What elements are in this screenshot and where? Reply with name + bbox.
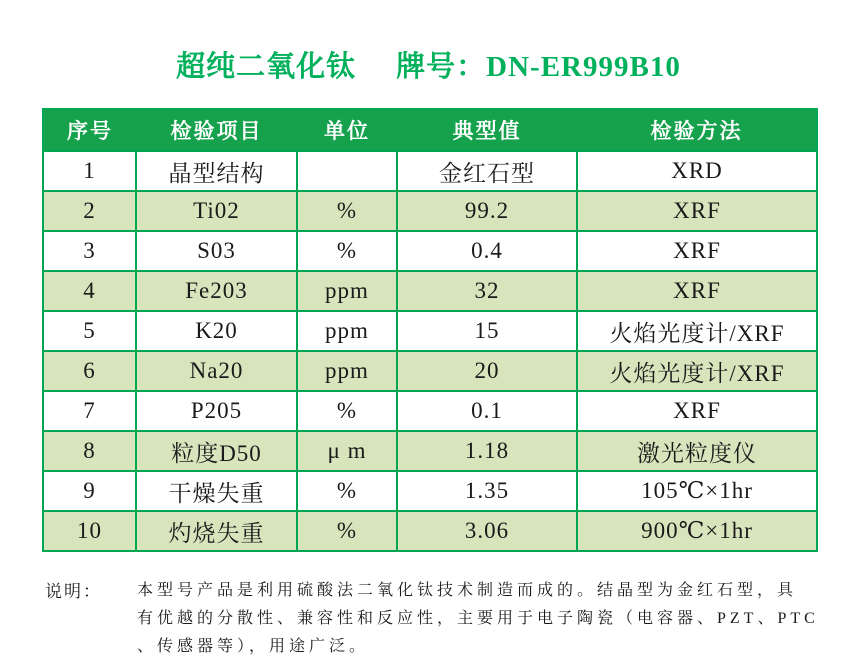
cell-method: 105℃×1hr	[577, 471, 817, 511]
cell-index: 4	[43, 271, 136, 311]
cell-typical-value: 32	[397, 271, 577, 311]
cell-typical-value: 1.35	[397, 471, 577, 511]
spec-table	[42, 108, 818, 552]
table-row	[43, 471, 817, 511]
cell-method: XRD	[577, 151, 817, 191]
cell-method: 火焰光度计/XRF	[577, 311, 817, 351]
cell-unit: ppm	[297, 351, 397, 391]
cell-method: 激光粒度仪	[577, 431, 817, 471]
cell-method: XRF	[577, 391, 817, 431]
page-title	[0, 44, 857, 85]
cell-typical-value: 0.4	[397, 231, 577, 271]
col-header-item: 检验项目	[136, 109, 297, 151]
table-header-row	[43, 109, 817, 151]
col-header-index: 序号	[43, 109, 136, 151]
table-row	[43, 351, 817, 391]
cell-index: 3	[43, 231, 136, 271]
cell-item: 灼烧失重	[136, 511, 297, 551]
cell-typical-value: 20	[397, 351, 577, 391]
cell-unit: %	[297, 391, 397, 431]
cell-item: Ti02	[136, 191, 297, 231]
cell-item: 晶型结构	[136, 151, 297, 191]
cell-unit: μ m	[297, 431, 397, 471]
cell-item: K20	[136, 311, 297, 351]
cell-method: XRF	[577, 191, 817, 231]
table-row	[43, 191, 817, 231]
product-name: 超纯二氧化钛	[176, 51, 357, 83]
note-label: 说明：	[45, 582, 102, 601]
cell-typical-value: 1.18	[397, 431, 577, 471]
cell-index: 9	[43, 471, 136, 511]
cell-unit	[297, 151, 397, 191]
cell-index: 7	[43, 391, 136, 431]
cell-typical-value: 0.1	[397, 391, 577, 431]
cell-method: 900℃×1hr	[577, 511, 817, 551]
note-line: 、传感器等），用途广泛。	[137, 638, 370, 655]
cell-unit: ppm	[297, 311, 397, 351]
cell-method: XRF	[577, 271, 817, 311]
cell-item: P205	[136, 391, 297, 431]
note-text	[137, 577, 837, 658]
table-row	[43, 511, 817, 551]
col-header-unit: 单位	[297, 109, 397, 151]
note-line: 有优越的分散性、兼容性和反应性，主要用于电子陶瓷（电容器、PZT、PTC	[137, 610, 819, 627]
cell-unit: %	[297, 471, 397, 511]
table-row	[43, 391, 817, 431]
cell-item: Fe203	[136, 271, 297, 311]
table-row	[43, 431, 817, 471]
model-number: 牌号：DN-ER999B10	[396, 51, 681, 83]
cell-typical-value: 15	[397, 311, 577, 351]
note-line: 本型号产品是利用硫酸法二氧化钛技术制造而成的。结晶型为金红石型，具	[137, 582, 798, 599]
cell-method: 火焰光度计/XRF	[577, 351, 817, 391]
table-row	[43, 271, 817, 311]
cell-method: XRF	[577, 231, 817, 271]
table-row	[43, 151, 817, 191]
table-row	[43, 231, 817, 271]
cell-unit: %	[297, 231, 397, 271]
cell-item: Na20	[136, 351, 297, 391]
col-header-value: 典型值	[397, 109, 577, 151]
cell-index: 1	[43, 151, 136, 191]
table-row	[43, 311, 817, 351]
cell-item: 干燥失重	[136, 471, 297, 511]
cell-typical-value: 金红石型	[397, 151, 577, 191]
cell-unit: %	[297, 191, 397, 231]
cell-typical-value: 3.06	[397, 511, 577, 551]
cell-index: 8	[43, 431, 136, 471]
cell-item: S03	[136, 231, 297, 271]
cell-typical-value: 99.2	[397, 191, 577, 231]
cell-item: 粒度D50	[136, 431, 297, 471]
cell-index: 6	[43, 351, 136, 391]
cell-unit: ppm	[297, 271, 397, 311]
cell-index: 2	[43, 191, 136, 231]
cell-unit: %	[297, 511, 397, 551]
cell-index: 5	[43, 311, 136, 351]
cell-index: 10	[43, 511, 136, 551]
col-header-method: 检验方法	[577, 109, 817, 151]
